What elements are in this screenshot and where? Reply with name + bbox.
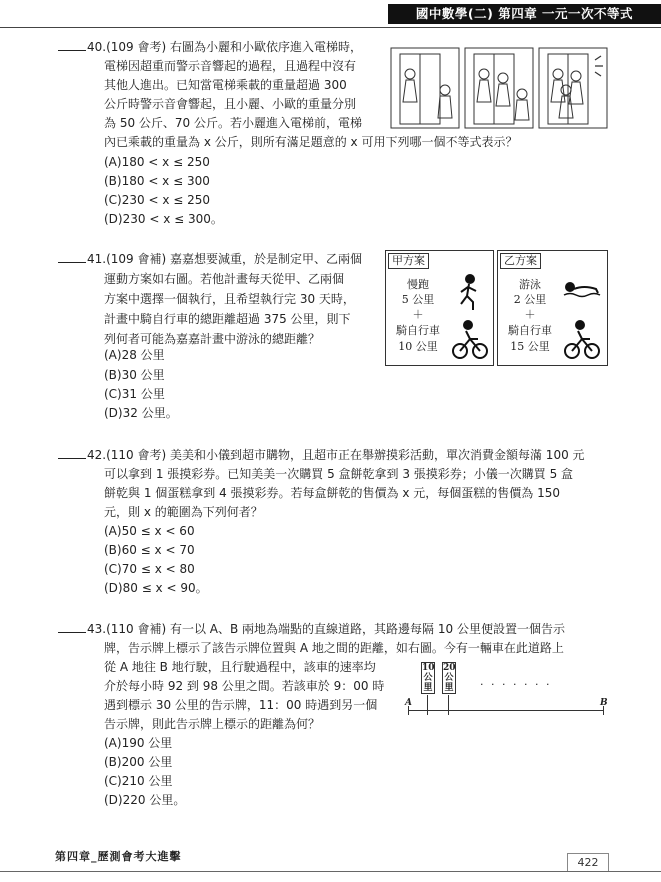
q40-line-3: 其他人進出。已知當電梯乘載的重量超過 300 xyxy=(104,78,347,92)
chapter-footer: 第四章_歷測會考大進擊 xyxy=(55,850,182,863)
sign-post-1 xyxy=(427,695,428,715)
footer-divider xyxy=(0,871,661,872)
plan-b-distance-1: 2 公里 xyxy=(513,293,547,306)
q42-option-d: (D)80 ≤ x < 90。 xyxy=(104,581,208,595)
q40-line-4: 公斤時警示音會響起，且小麗、小歐的重量分別 xyxy=(104,97,357,111)
road-diagram xyxy=(405,660,610,720)
q43-option-c: (C)210 公里 xyxy=(104,774,173,788)
q43-line-6: 告示牌，則此告示牌上標示的距離為何？ xyxy=(104,717,321,731)
q42-line-4: 元，則 x 的範圍為下列何者？ xyxy=(104,505,263,519)
point-b-label: B xyxy=(600,698,608,708)
q41-line-3: 方案中選擇一個執行，且希望執行完 30 天時， xyxy=(104,292,355,306)
answer-blank[interactable] xyxy=(58,250,86,263)
q42-option-b: (B)60 ≤ x < 70 xyxy=(104,543,195,557)
q43-line-1: 43.(110 會補) 有一以 A、B 兩地為端點的直線道路，其路邊每隔 10 公里便設置一個告示 xyxy=(58,620,565,638)
q43-line-3: 從 A 地往 B 地行駛，且行駛過程中，該車的速率均 xyxy=(104,660,376,674)
q41-option-b: (B)30 公里 xyxy=(104,368,165,382)
q42-line-2: 可以拿到 1 張摸彩券。已知美美一次購買 5 盒餅乾拿到 3 張摸彩券；小儀一次購買 5 盒 xyxy=(104,467,574,481)
plan-a-distance-2: 10 公里 xyxy=(398,340,438,353)
elevator-panel-1 xyxy=(391,48,459,128)
q40-option-c: (C)230 < x ≤ 250 xyxy=(104,193,211,207)
q43-line-2: 牌，告示牌上標示了該告示牌位置與 A 地之間的距離，如右圖。今有一輛車在此道路上 xyxy=(104,641,564,655)
plan-b-activity-2: 騎自行車 xyxy=(508,324,552,337)
header-divider xyxy=(0,27,661,28)
q41-option-a: (A)28 公里 xyxy=(104,348,165,362)
q42-option-c: (C)70 ≤ x < 80 xyxy=(104,562,195,576)
plan-a-distance-1: 5 公里 xyxy=(401,293,435,306)
elevator-panel-2 xyxy=(465,48,533,128)
plan-b-title: 乙方案 xyxy=(500,253,541,269)
sign-10km: 10 公 里 xyxy=(422,663,435,693)
sign-post-2 xyxy=(448,695,449,715)
point-a-label: A xyxy=(405,698,412,708)
sign-20km: 20 公 里 xyxy=(443,663,456,693)
plan-b-activity-1: 游泳 xyxy=(519,278,541,291)
q42-option-a: (A)50 ≤ x < 60 xyxy=(104,524,195,538)
q43-line-4: 介於每小時 92 到 98 公里之間。若該車於 9：00 時 xyxy=(104,679,385,693)
q40-line-5: 為 50 公斤、70 公斤。若小麗進入電梯前，電梯 xyxy=(104,116,362,130)
q40-option-a: (A)180 < x ≤ 250 xyxy=(104,155,210,169)
q43-option-d: (D)220 公里。 xyxy=(104,793,186,807)
plan-a-activity-1: 慢跑 xyxy=(407,278,429,291)
answer-blank[interactable] xyxy=(58,620,86,633)
elevator-illustration xyxy=(390,46,608,130)
q40-option-d: (D)230 < x ≤ 300。 xyxy=(104,212,223,226)
running-cycling-icon xyxy=(452,273,488,361)
plan-a-plus: ＋ xyxy=(412,308,424,321)
plan-a-box xyxy=(385,250,494,366)
q40-line-2: 電梯因超重而警示音響起的過程，且過程中沒有 xyxy=(104,59,357,73)
chapter-header: 國中數學(二) 第四章 一元一次不等式 xyxy=(388,4,661,24)
q40-line-6: 內已乘載的重量為 x 公斤，則所有滿足題意的 x 可用下列哪一個不等式表示？ xyxy=(104,135,518,149)
answer-blank[interactable] xyxy=(58,38,86,51)
road-dots: · · · · · · · xyxy=(480,678,552,691)
q43-line-5: 遇到標示 30 公里的告示牌，11：00 時遇到另一個 xyxy=(104,698,378,712)
q43-option-a: (A)190 公里 xyxy=(104,736,173,750)
q41-option-c: (C)31 公里 xyxy=(104,387,165,401)
answer-blank[interactable] xyxy=(58,446,86,459)
plan-b-plus: ＋ xyxy=(524,308,536,321)
q41-line-5: 列何者可能為嘉嘉計畫中游泳的總距離？ xyxy=(104,332,321,346)
q41-line-1: 41.(109 會補) 嘉嘉想要減重，於是制定甲、乙兩個 xyxy=(58,250,362,268)
plan-a-activity-2: 騎自行車 xyxy=(396,324,440,337)
page-number: 422 xyxy=(567,853,609,872)
q42-line-1: 42.(110 會考) 美美和小儀到超市購物，且超市正在舉辦摸彩活動，單次消費金額每滿 100 元 xyxy=(58,446,585,464)
plan-a-title: 甲方案 xyxy=(388,253,429,269)
q41-option-d: (D)32 公里。 xyxy=(104,406,178,420)
q42-line-3: 餅乾與 1 個蛋糕拿到 4 張摸彩券。若每盒餅乾的售價為 x 元，每個蛋糕的售價為 150 xyxy=(104,486,560,500)
q40-line-1: 40.(109 會考) 右圖為小麗和小歐依序進入電梯時， xyxy=(58,38,362,56)
q40-option-b: (B)180 < x ≤ 300 xyxy=(104,174,210,188)
q43-option-b: (B)200 公里 xyxy=(104,755,173,769)
q41-line-2: 運動方案如右圖。若他計畫每天從甲、乙兩個 xyxy=(104,272,345,286)
q41-line-4: 計畫中騎自行車的總距離超過 375 公里，則下 xyxy=(104,312,351,326)
plan-b-distance-2: 15 公里 xyxy=(510,340,550,353)
plan-b-box xyxy=(497,250,608,366)
swimming-cycling-icon xyxy=(562,273,602,361)
road-line xyxy=(408,710,604,711)
